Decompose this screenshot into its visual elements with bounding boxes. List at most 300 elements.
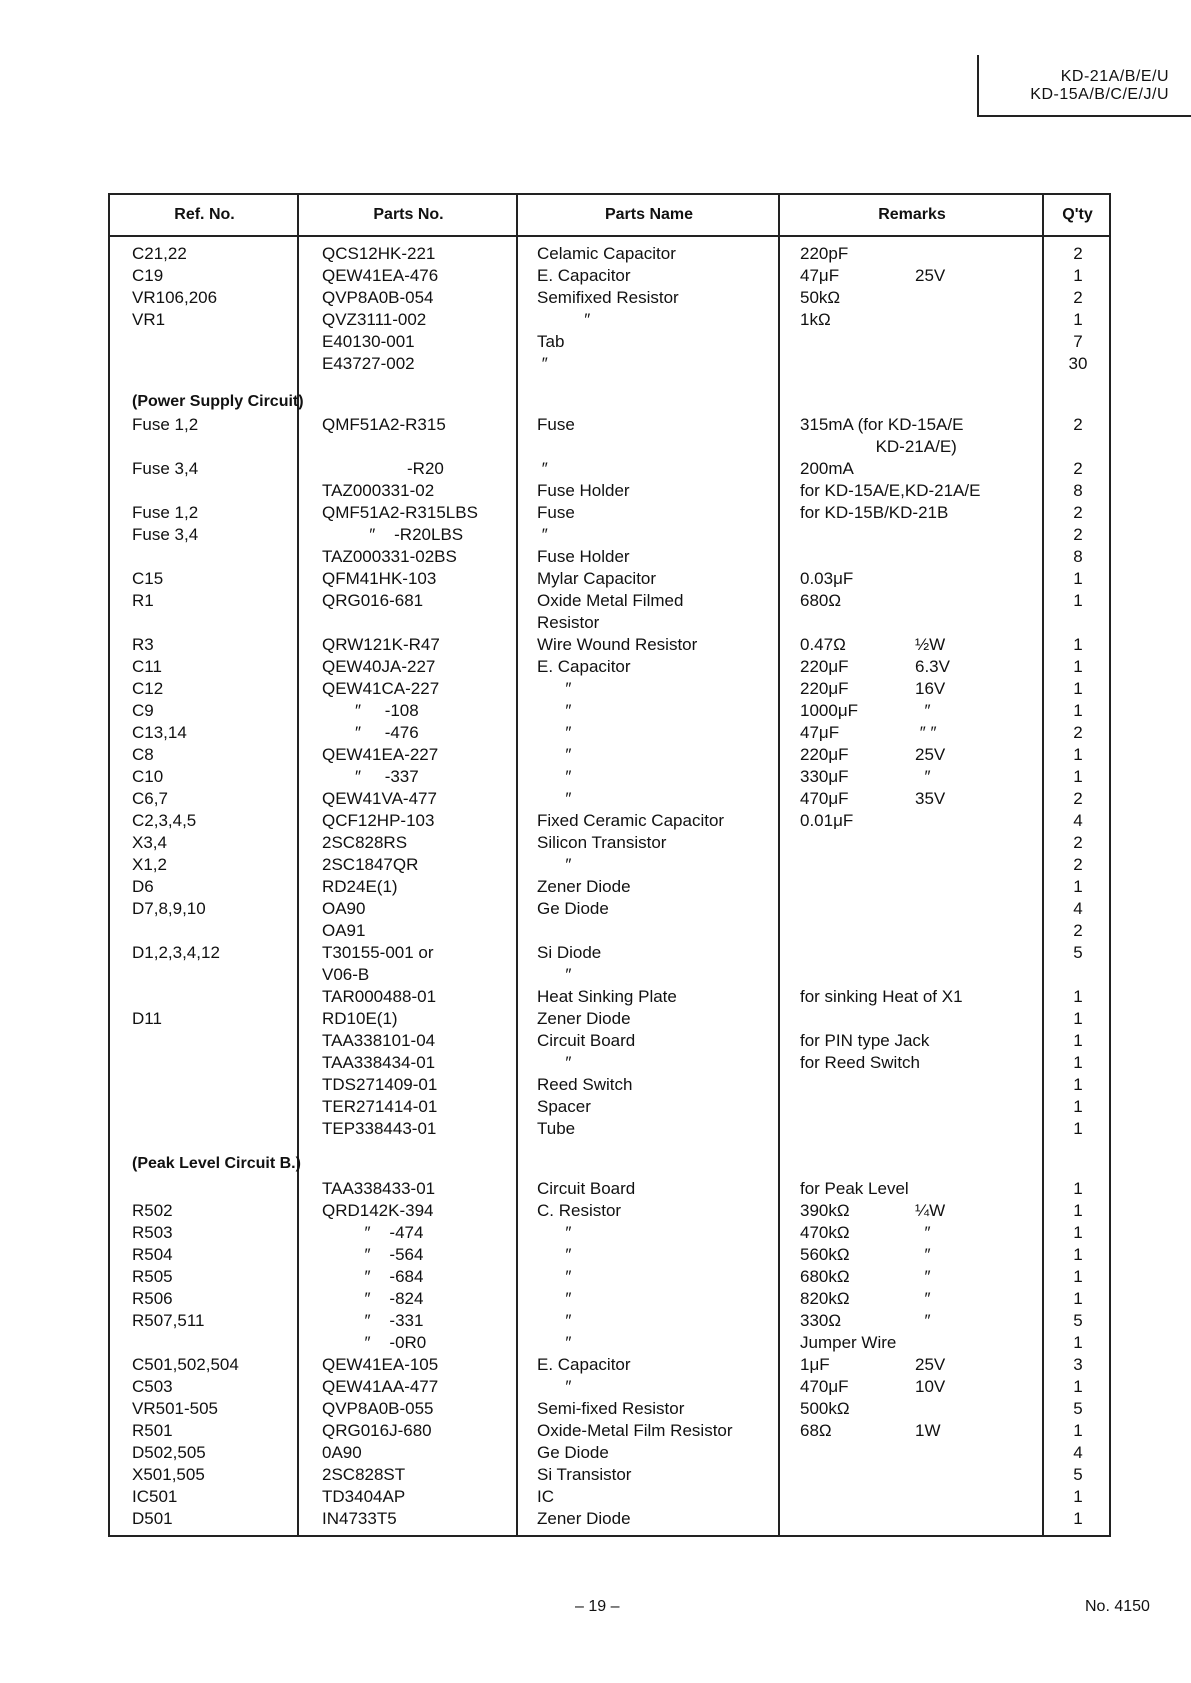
cell-ref-no: D502,505 — [132, 1443, 206, 1462]
cell-remarks: 0.47Ω — [800, 635, 846, 654]
cell-parts-name: Circuit Board — [537, 1031, 636, 1050]
cell-remarks-rating — [915, 964, 1035, 986]
cell-parts-name: Si Diode — [537, 943, 602, 962]
table-row — [0, 876, 1191, 898]
cell-ref-no — [132, 986, 322, 1008]
cell-remarks: Jumper Wire — [800, 1333, 897, 1352]
table-row — [0, 1222, 1191, 1244]
cell-parts-no: TDS271409-01 — [322, 1075, 438, 1094]
cell-qty: 1 — [1073, 987, 1083, 1006]
cell-remarks — [800, 832, 915, 854]
cell-remarks-rating — [915, 986, 1035, 1008]
cell-parts-name: Oxide-Metal Film Resistor — [537, 1421, 733, 1440]
cell-remarks-rating — [915, 458, 1035, 480]
cell-parts-no: T30155-001 or — [322, 943, 434, 962]
cell-parts-no: -R20 — [322, 459, 444, 478]
cell-ref-no: C13,14 — [132, 723, 187, 742]
cell-qty: 2 — [1073, 244, 1083, 263]
table-row — [0, 854, 1191, 876]
cell-parts-no: ″ -337 — [322, 767, 419, 786]
cell-parts-no: QRG016J-680 — [322, 1421, 432, 1440]
cell-remarks: 1000μF — [800, 701, 858, 720]
cell-remarks-rating: ″ — [915, 1289, 931, 1308]
cell-ref-no: R503 — [132, 1223, 173, 1242]
header-parts-name: Parts Name — [604, 206, 694, 223]
cell-parts-no: TAZ000331-02BS — [322, 547, 457, 566]
cell-remarks: 220μF — [800, 657, 849, 676]
cell-parts-name: Fixed Ceramic Capacitor — [537, 811, 725, 830]
cell-ref-no — [132, 1074, 322, 1096]
cell-ref-no: Fuse 1,2 — [132, 503, 199, 522]
cell-remarks: 680kΩ — [800, 1267, 850, 1286]
cell-qty: 1 — [1073, 1421, 1083, 1440]
cell-qty: 1 — [1073, 1097, 1083, 1116]
cell-parts-name: C. Resistor — [537, 1201, 622, 1220]
table-row — [0, 1178, 1191, 1200]
cell-remarks — [800, 1096, 915, 1118]
cell-remarks: 820kΩ — [800, 1289, 850, 1308]
cell-parts-no: RD24E(1) — [322, 877, 398, 896]
cell-parts-no: QEW41AA-477 — [322, 1377, 439, 1396]
cell-remarks: 390kΩ — [800, 1201, 850, 1220]
cell-remarks-rating — [915, 612, 1035, 634]
cell-ref-no: R3 — [132, 635, 154, 654]
cell-remarks-rating — [915, 1442, 1035, 1464]
cell-parts-name: ″ — [537, 525, 548, 544]
cell-remarks-rating: 6.3V — [915, 657, 950, 676]
cell-parts-name: Zener Diode — [537, 1509, 631, 1528]
table-row — [0, 832, 1191, 854]
cell-ref-no: D6 — [132, 877, 154, 896]
table-row — [0, 678, 1191, 700]
cell-remarks — [800, 1508, 915, 1530]
table-header — [110, 195, 1109, 237]
cell-ref-no: D11 — [132, 1009, 162, 1028]
cell-parts-no: 2SC828ST — [322, 1465, 406, 1484]
cell-remarks — [800, 876, 915, 898]
cell-remarks-rating — [915, 1178, 1035, 1200]
cell-remarks-rating: ″ ″ — [915, 723, 937, 742]
cell-qty: 1 — [1073, 1487, 1083, 1506]
table-row — [0, 309, 1191, 331]
cell-parts-name: ″ — [537, 679, 572, 698]
cell-remarks-rating — [915, 1008, 1035, 1030]
cell-qty: 1 — [1073, 1009, 1083, 1028]
cell-parts-name: E. Capacitor — [537, 657, 631, 676]
cell-remarks: for sinking Heat of X1 — [800, 987, 963, 1006]
cell-remarks-rating: ″ — [915, 1267, 931, 1286]
cell-ref-no: X3,4 — [132, 833, 167, 852]
table-row — [0, 353, 1191, 375]
cell-qty — [1035, 436, 1121, 458]
table-row — [0, 1288, 1191, 1310]
table-row — [0, 414, 1191, 436]
table-row — [0, 634, 1191, 656]
cell-ref-no: R501 — [132, 1421, 173, 1440]
cell-qty: 5 — [1073, 943, 1083, 962]
cell-parts-name: E. Capacitor — [537, 1355, 631, 1374]
cell-ref-no: Fuse 3,4 — [132, 459, 199, 478]
cell-remarks: 47μF — [800, 723, 840, 742]
cell-ref-no: C19 — [132, 266, 164, 285]
cell-ref-no: D1,2,3,4,12 — [132, 943, 220, 962]
cell-parts-name: Fuse — [537, 503, 575, 522]
cell-remarks — [800, 1486, 915, 1508]
cell-ref-no — [132, 1178, 322, 1200]
section-title-power-supply: (Power Supply Circuit) — [132, 393, 304, 410]
cell-parts-no: TEP338443-01 — [322, 1119, 437, 1138]
cell-parts-name: Ge Diode — [537, 1443, 609, 1462]
header-divider — [977, 55, 979, 117]
cell-qty: 4 — [1073, 899, 1083, 918]
cell-ref-no: C6,7 — [132, 789, 168, 808]
cell-qty: 1 — [1073, 679, 1083, 698]
cell-remarks: 0.03μF — [800, 569, 854, 588]
rows-peak-level — [0, 1178, 1191, 1530]
cell-remarks-rating: 10V — [915, 1377, 946, 1396]
cell-remarks — [800, 898, 915, 920]
table-row — [0, 964, 1191, 986]
cell-parts-no: OA91 — [322, 921, 366, 940]
cell-ref-no — [132, 612, 322, 634]
table-row — [0, 1244, 1191, 1266]
cell-remarks — [800, 546, 915, 568]
cell-parts-no: QEW41CA-227 — [322, 679, 440, 698]
cell-remarks-rating — [915, 942, 1035, 964]
cell-parts-no: ″ -684 — [322, 1267, 424, 1286]
cell-parts-name: Wire Wound Resistor — [537, 635, 698, 654]
cell-parts-name: ″ — [537, 1267, 572, 1286]
table-row — [0, 265, 1191, 287]
cell-parts-no: ″ -476 — [322, 723, 419, 742]
cell-remarks: for Reed Switch — [800, 1053, 920, 1072]
cell-qty: 8 — [1073, 547, 1083, 566]
cell-remarks-rating — [915, 436, 1035, 458]
cell-remarks — [800, 1008, 915, 1030]
cell-qty: 1 — [1073, 1201, 1083, 1220]
cell-parts-no: QVP8A0B-054 — [322, 288, 434, 307]
cell-remarks-rating — [915, 309, 1035, 331]
cell-parts-no: ″ -564 — [322, 1245, 424, 1264]
cell-parts-name: Heat Sinking Plate — [537, 987, 677, 1006]
document-number: No. 4150 — [1085, 1598, 1150, 1615]
section-title-peak-level: (Peak Level Circuit B.) — [132, 1155, 301, 1172]
model-line-1: KD-21A/B/E/U — [1060, 68, 1169, 85]
cell-remarks: for KD-15A/E,KD-21A/E — [800, 481, 981, 500]
cell-ref-no: R505 — [132, 1267, 173, 1286]
cell-remarks: 680Ω — [800, 591, 842, 610]
cell-parts-name: Resistor — [537, 613, 600, 632]
cell-ref-no: C9 — [132, 701, 154, 720]
cell-remarks-rating — [915, 502, 1035, 524]
cell-remarks-rating — [915, 353, 1035, 375]
cell-parts-no: 0A90 — [322, 1443, 362, 1462]
cell-ref-no: VR1 — [132, 310, 166, 329]
cell-remarks: 220μF — [800, 679, 849, 698]
table-row — [0, 1310, 1191, 1332]
cell-qty: 1 — [1073, 569, 1083, 588]
header-remarks: Remarks — [878, 206, 946, 223]
cell-qty: 1 — [1073, 310, 1083, 329]
cell-parts-no: TER271414-01 — [322, 1097, 438, 1116]
cell-ref-no: R502 — [132, 1201, 173, 1220]
cell-qty: 8 — [1073, 481, 1083, 500]
cell-parts-name: Celamic Capacitor — [537, 244, 676, 263]
cell-parts-name: Silicon Transistor — [537, 833, 667, 852]
cell-parts-no: TAR000488-01 — [322, 987, 437, 1006]
cell-ref-no: C12 — [132, 679, 164, 698]
cell-qty: 2 — [1073, 723, 1083, 742]
cell-parts-name — [537, 436, 800, 458]
table-row — [0, 1074, 1191, 1096]
cell-remarks-rating: 35V — [915, 789, 946, 808]
cell-parts-name: ″ — [537, 459, 548, 478]
cell-qty: 5 — [1073, 1399, 1083, 1418]
cell-remarks-rating: ½W — [915, 635, 946, 654]
cell-ref-no — [132, 1332, 322, 1354]
cell-ref-no: C11 — [132, 657, 162, 676]
table-row — [0, 243, 1191, 265]
table-row — [0, 1508, 1191, 1530]
table-row — [0, 502, 1191, 524]
cell-parts-name: Oxide Metal Filmed — [537, 591, 684, 610]
cell-ref-no: C501,502,504 — [132, 1355, 239, 1374]
cell-remarks-rating — [915, 920, 1035, 942]
cell-remarks-rating — [915, 1074, 1035, 1096]
cell-remarks: 315mA (for KD-15A/E — [800, 415, 964, 434]
cell-remarks: 470kΩ — [800, 1223, 850, 1242]
cell-remarks — [800, 1442, 915, 1464]
table-row — [0, 1008, 1191, 1030]
table-row — [0, 1442, 1191, 1464]
cell-remarks — [800, 854, 915, 876]
cell-remarks-rating: ″ — [915, 1223, 931, 1242]
cell-qty: 1 — [1073, 1289, 1083, 1308]
cell-remarks-rating — [915, 1118, 1035, 1140]
table-row — [0, 458, 1191, 480]
table-row — [0, 1096, 1191, 1118]
cell-qty: 2 — [1073, 415, 1083, 434]
cell-parts-no: QFM41HK-103 — [322, 569, 437, 588]
cell-qty: 30 — [1068, 354, 1088, 373]
cell-parts-name: Zener Diode — [537, 877, 631, 896]
cell-qty: 1 — [1073, 1179, 1083, 1198]
cell-qty: 2 — [1073, 921, 1083, 940]
cell-qty: 1 — [1073, 1267, 1083, 1286]
cell-remarks — [800, 942, 915, 964]
cell-parts-name — [537, 920, 800, 942]
cell-remarks-rating — [915, 568, 1035, 590]
cell-remarks-rating: 25V — [915, 1355, 946, 1374]
cell-parts-no: 2SC1847QR — [322, 855, 419, 874]
cell-remarks-rating — [915, 287, 1035, 309]
cell-remarks-rating — [915, 1332, 1035, 1354]
cell-qty: 2 — [1073, 459, 1083, 478]
cell-ref-no: C21,22 — [132, 244, 187, 263]
cell-parts-name: Tab — [537, 332, 565, 351]
cell-ref-no: D7,8,9,10 — [132, 899, 206, 918]
cell-ref-no — [132, 1118, 322, 1140]
cell-parts-name: ″ — [537, 789, 572, 808]
cell-parts-name: ″ — [537, 1223, 572, 1242]
cell-parts-name: IC — [537, 1487, 554, 1506]
cell-qty: 2 — [1073, 525, 1083, 544]
rows-general — [0, 243, 1191, 375]
cell-remarks-rating — [915, 876, 1035, 898]
cell-qty: 1 — [1073, 1333, 1083, 1352]
cell-ref-no — [132, 964, 322, 986]
table-row — [0, 1200, 1191, 1222]
table-row — [0, 744, 1191, 766]
cell-qty — [1035, 612, 1121, 634]
table-row — [0, 898, 1191, 920]
cell-parts-name: ″ — [537, 701, 572, 720]
table-row — [0, 1464, 1191, 1486]
cell-ref-no: R507,511 — [132, 1311, 205, 1330]
cell-parts-name: Mylar Capacitor — [537, 569, 657, 588]
cell-remarks-rating: 16V — [915, 679, 946, 698]
cell-qty: 1 — [1073, 657, 1083, 676]
cell-remarks-rating — [915, 810, 1035, 832]
cell-remarks-rating — [915, 1030, 1035, 1052]
cell-qty: 1 — [1073, 1075, 1083, 1094]
cell-remarks-rating: 25V — [915, 745, 946, 764]
cell-parts-name: E. Capacitor — [537, 266, 631, 285]
cell-remarks: 330μF — [800, 767, 849, 786]
cell-ref-no: X501,505 — [132, 1465, 205, 1484]
cell-parts-name: Si Transistor — [537, 1465, 632, 1484]
cell-qty: 2 — [1073, 789, 1083, 808]
cell-parts-name: ″ — [537, 745, 572, 764]
cell-parts-no: QEW41EA-476 — [322, 266, 439, 285]
cell-qty: 1 — [1073, 1031, 1083, 1050]
cell-parts-no: ″ -0R0 — [322, 1333, 427, 1352]
header-ref-no: Ref. No. — [174, 206, 235, 223]
cell-parts-name: Circuit Board — [537, 1179, 636, 1198]
cell-ref-no: C15 — [132, 569, 164, 588]
table-row — [0, 986, 1191, 1008]
cell-ref-no: R1 — [132, 591, 154, 610]
cell-parts-name: ″ — [537, 1377, 572, 1396]
cell-parts-no: ″ -331 — [322, 1311, 424, 1330]
cell-remarks-rating: ¼W — [915, 1201, 946, 1220]
cell-parts-name: ″ — [537, 855, 572, 874]
cell-parts-no: TAA338434-01 — [322, 1053, 436, 1072]
cell-parts-no: ″ -108 — [322, 701, 419, 720]
cell-qty: 2 — [1073, 288, 1083, 307]
cell-remarks-rating — [915, 331, 1035, 353]
cell-remarks-rating: ″ — [915, 1311, 931, 1330]
cell-parts-no: V06-B — [322, 965, 370, 984]
cell-remarks: 470μF — [800, 1377, 849, 1396]
cell-parts-name: ″ — [537, 767, 572, 786]
cell-parts-no: ″ -R20LBS — [322, 525, 464, 544]
header-qty: Q'ty — [1062, 206, 1093, 223]
cell-remarks — [800, 1074, 915, 1096]
cell-parts-name: Reed Switch — [537, 1075, 633, 1094]
cell-remarks-rating — [915, 480, 1035, 502]
cell-parts-no: QMF51A2-R315LBS — [322, 503, 478, 522]
cell-parts-name: ″ — [537, 1333, 572, 1352]
table-row — [0, 1118, 1191, 1140]
cell-parts-no: ″ -824 — [322, 1289, 424, 1308]
cell-qty: 1 — [1073, 1377, 1083, 1396]
cell-remarks: 68Ω — [800, 1421, 832, 1440]
cell-ref-no: VR106,206 — [132, 288, 218, 307]
table-row — [0, 722, 1191, 744]
cell-qty: 7 — [1073, 332, 1083, 351]
cell-ref-no: R506 — [132, 1289, 173, 1308]
cell-remarks-rating — [915, 546, 1035, 568]
cell-parts-no: TD3404AP — [322, 1487, 406, 1506]
cell-remarks — [800, 1464, 915, 1486]
cell-remarks-rating — [915, 243, 1035, 265]
cell-remarks: 0.01μF — [800, 811, 854, 830]
cell-ref-no — [132, 480, 322, 502]
table-row — [0, 524, 1191, 546]
cell-parts-name: ″ — [537, 1245, 572, 1264]
cell-remarks — [800, 1118, 915, 1140]
cell-remarks-rating — [915, 524, 1035, 546]
cell-remarks-rating — [915, 414, 1035, 436]
cell-parts-no: 2SC828RS — [322, 833, 408, 852]
cell-ref-no — [132, 1052, 322, 1074]
cell-qty: 1 — [1073, 745, 1083, 764]
cell-remarks — [800, 331, 915, 353]
table-row — [0, 1398, 1191, 1420]
cell-parts-name: Tube — [537, 1119, 576, 1138]
cell-parts-no: QMF51A2-R315 — [322, 415, 446, 434]
table-row — [0, 656, 1191, 678]
cell-parts-no: QVP8A0B-055 — [322, 1399, 434, 1418]
cell-remarks-rating: 1W — [915, 1421, 941, 1440]
cell-remarks: for KD-15B/KD-21B — [800, 503, 949, 522]
cell-qty: 1 — [1073, 1119, 1083, 1138]
cell-ref-no: Fuse 3,4 — [132, 525, 199, 544]
cell-ref-no: Fuse 1,2 — [132, 415, 199, 434]
cell-ref-no — [132, 331, 322, 353]
cell-remarks: 470μF — [800, 789, 849, 808]
table-row — [0, 480, 1191, 502]
cell-parts-name: ″ — [537, 1053, 572, 1072]
cell-ref-no: C503 — [132, 1377, 173, 1396]
cell-remarks-rating: 25V — [915, 266, 946, 285]
cell-qty: 1 — [1073, 877, 1083, 896]
cell-remarks-rating: ″ — [915, 701, 931, 720]
cell-ref-no: C2,3,4,5 — [132, 811, 197, 830]
cell-remarks: 330Ω — [800, 1311, 842, 1330]
cell-remarks-rating — [915, 832, 1035, 854]
cell-remarks — [800, 353, 915, 375]
cell-ref-no — [132, 353, 322, 375]
table-row — [0, 1030, 1191, 1052]
table-row — [0, 1486, 1191, 1508]
cell-parts-name: ″ — [537, 1289, 572, 1308]
cell-remarks: 1kΩ — [800, 310, 831, 329]
cell-parts-name: ″ — [537, 965, 572, 984]
cell-parts-no: RD10E(1) — [322, 1009, 398, 1028]
cell-remarks-rating — [915, 1486, 1035, 1508]
cell-parts-no: E43727-002 — [322, 354, 415, 373]
cell-ref-no — [132, 546, 322, 568]
model-line-2: KD-15A/B/C/E/J/U — [1030, 86, 1169, 103]
cell-qty — [1035, 964, 1121, 986]
cell-qty: 3 — [1073, 1355, 1083, 1374]
cell-parts-name: Spacer — [537, 1097, 591, 1116]
cell-qty: 4 — [1073, 811, 1083, 830]
cell-remarks: KD-21A/E) — [800, 437, 957, 456]
cell-remarks-rating — [915, 1096, 1035, 1118]
